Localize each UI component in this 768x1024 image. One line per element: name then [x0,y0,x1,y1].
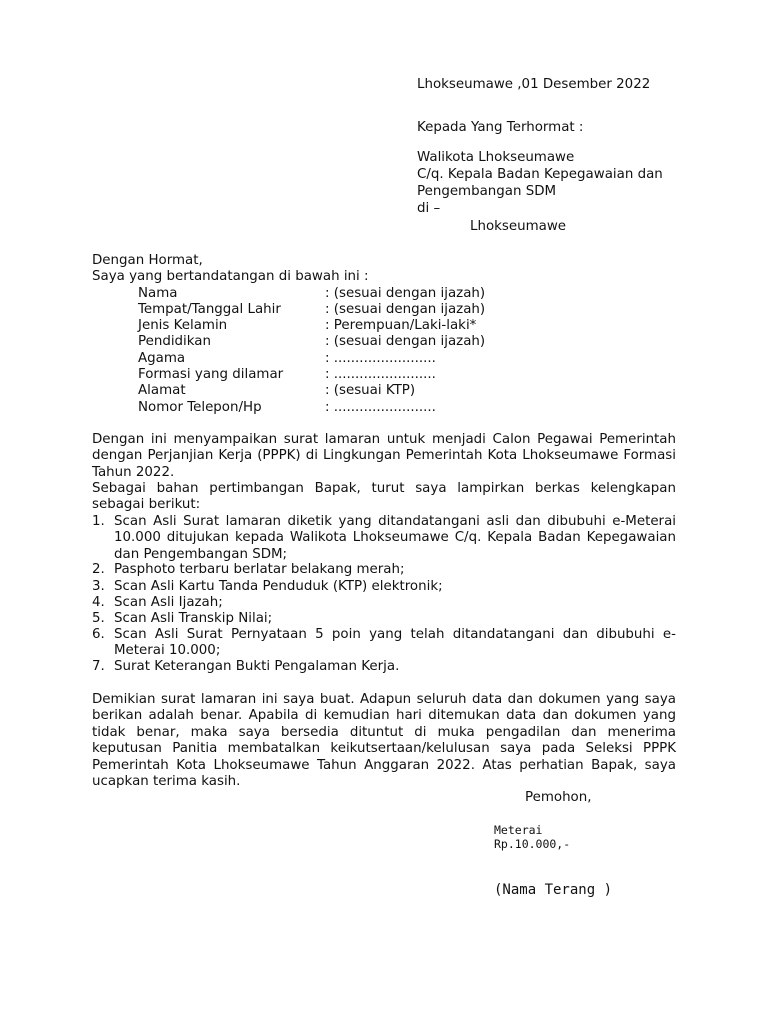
applicant-label: Pemohon, [525,790,592,805]
recipient-line-1: Walikota Lhokseumawe [417,150,575,165]
list-item-text: Scan Asli Surat lamaran diketik yang ditandatangani asli dan dibubuhi e-Meterai 10.000 ditujukan kepada Walikota Lhokseumawe C/q. Kepala Badan Kepegawaian dan Pengembangan SDM; [114,514,676,562]
identity-label: Nomor Telepon/Hp [138,400,262,415]
recipient-line-2: C/q. Kepala Badan Kepegawaian dan [417,167,663,182]
list-item-number: 3. [92,579,105,594]
identity-value: : ........................ [325,351,436,366]
identity-value: : Perempuan/Laki-laki* [325,318,477,333]
identity-value: : ........................ [325,367,436,382]
list-item-text: Surat Keterangan Bukti Pengalaman Kerja. [114,659,400,674]
list-item-number: 1. [92,514,105,529]
identity-label: Jenis Kelamin [138,318,228,333]
list-item-number: 6. [92,627,105,642]
greeting: Dengan Hormat, [92,253,203,268]
paragraph-application [92,432,676,481]
identity-label: Tempat/Tanggal Lahir [138,302,281,317]
identity-label: Nama [138,286,178,301]
paragraph-text: Demikian surat lamaran ini saya buat. Adapun seluruh data dan dokumen yang saya berikan adalah benar. Apabila di kemudian hari ditemukan data dan dokumen yang tidak benar, maka saya bersedia dituntut di muka pengadilan dan menerima keputusan Panitia membatalkan keikutsertaan/kelulusan saya pada Seleksi PPPK Pemerintah Kota Lhokseumawe Tahun Anggaran 2022. Atas perhatian Bapak, saya ucapkan terima kasih. [92,692,676,790]
list-item-text: Scan Asli Ijazah; [114,595,223,610]
identity-value: : ........................ [325,400,436,415]
list-item-text: Scan Asli Surat Pernyataan 5 poin yang telah ditandatangani dan dibubuhi e-Meterai 10.000; [114,627,676,659]
identity-value: : (sesuai dengan ijazah) [325,286,486,301]
stamp-label: Meterai [494,823,543,837]
identity-label: Alamat [138,383,186,398]
recipient-line-4: di – [417,201,441,216]
list-item-text: Pasphoto terbaru berlatar belakang merah; [114,562,405,577]
list-item-text: Scan Asli Kartu Tanda Penduduk (KTP) elektronik; [114,579,443,594]
paragraph-closing [92,692,676,790]
identity-value: : (sesuai KTP) [325,383,416,398]
list-item-number: 4. [92,595,105,610]
identity-label: Agama [138,351,186,366]
salutation: Kepada Yang Terhormat : [417,120,584,135]
list-item-text: Scan Asli Transkip Nilai; [114,611,273,626]
intro-line: Saya yang bertandatangan di bawah ini : [92,269,369,284]
recipient-city: Lhokseumawe [470,219,567,234]
identity-value: : (sesuai dengan ijazah) [325,334,486,349]
paragraph-text: Dengan ini menyampaikan surat lamaran untuk menjadi Calon Pegawai Pemerintah dengan Perjanjian Kerja (PPPK) di Lingkungan Pemerintah Kota Lhokseumawe Formasi Tahun 2022. [92,432,676,480]
name-placeholder: (Nama Terang ) [494,882,613,898]
list-item-number: 5. [92,611,105,626]
identity-label: Pendidikan [138,334,211,349]
place-date: Lhokseumawe ,01 Desember 2022 [417,77,651,92]
identity-value: : (sesuai dengan ijazah) [325,302,486,317]
identity-label: Formasi yang dilamar [138,367,284,382]
list-item-number: 7. [92,659,105,674]
recipient-line-3: Pengembangan SDM [417,184,557,199]
paragraph-text: Sebagai bahan pertimbangan Bapak, turut saya lampirkan berkas kelengkapan sebagai berikut: [92,481,676,513]
list-item-number: 2. [92,562,105,577]
paragraph-attachments-intro [92,481,676,514]
stamp-value: Rp.10.000,- [494,837,571,851]
